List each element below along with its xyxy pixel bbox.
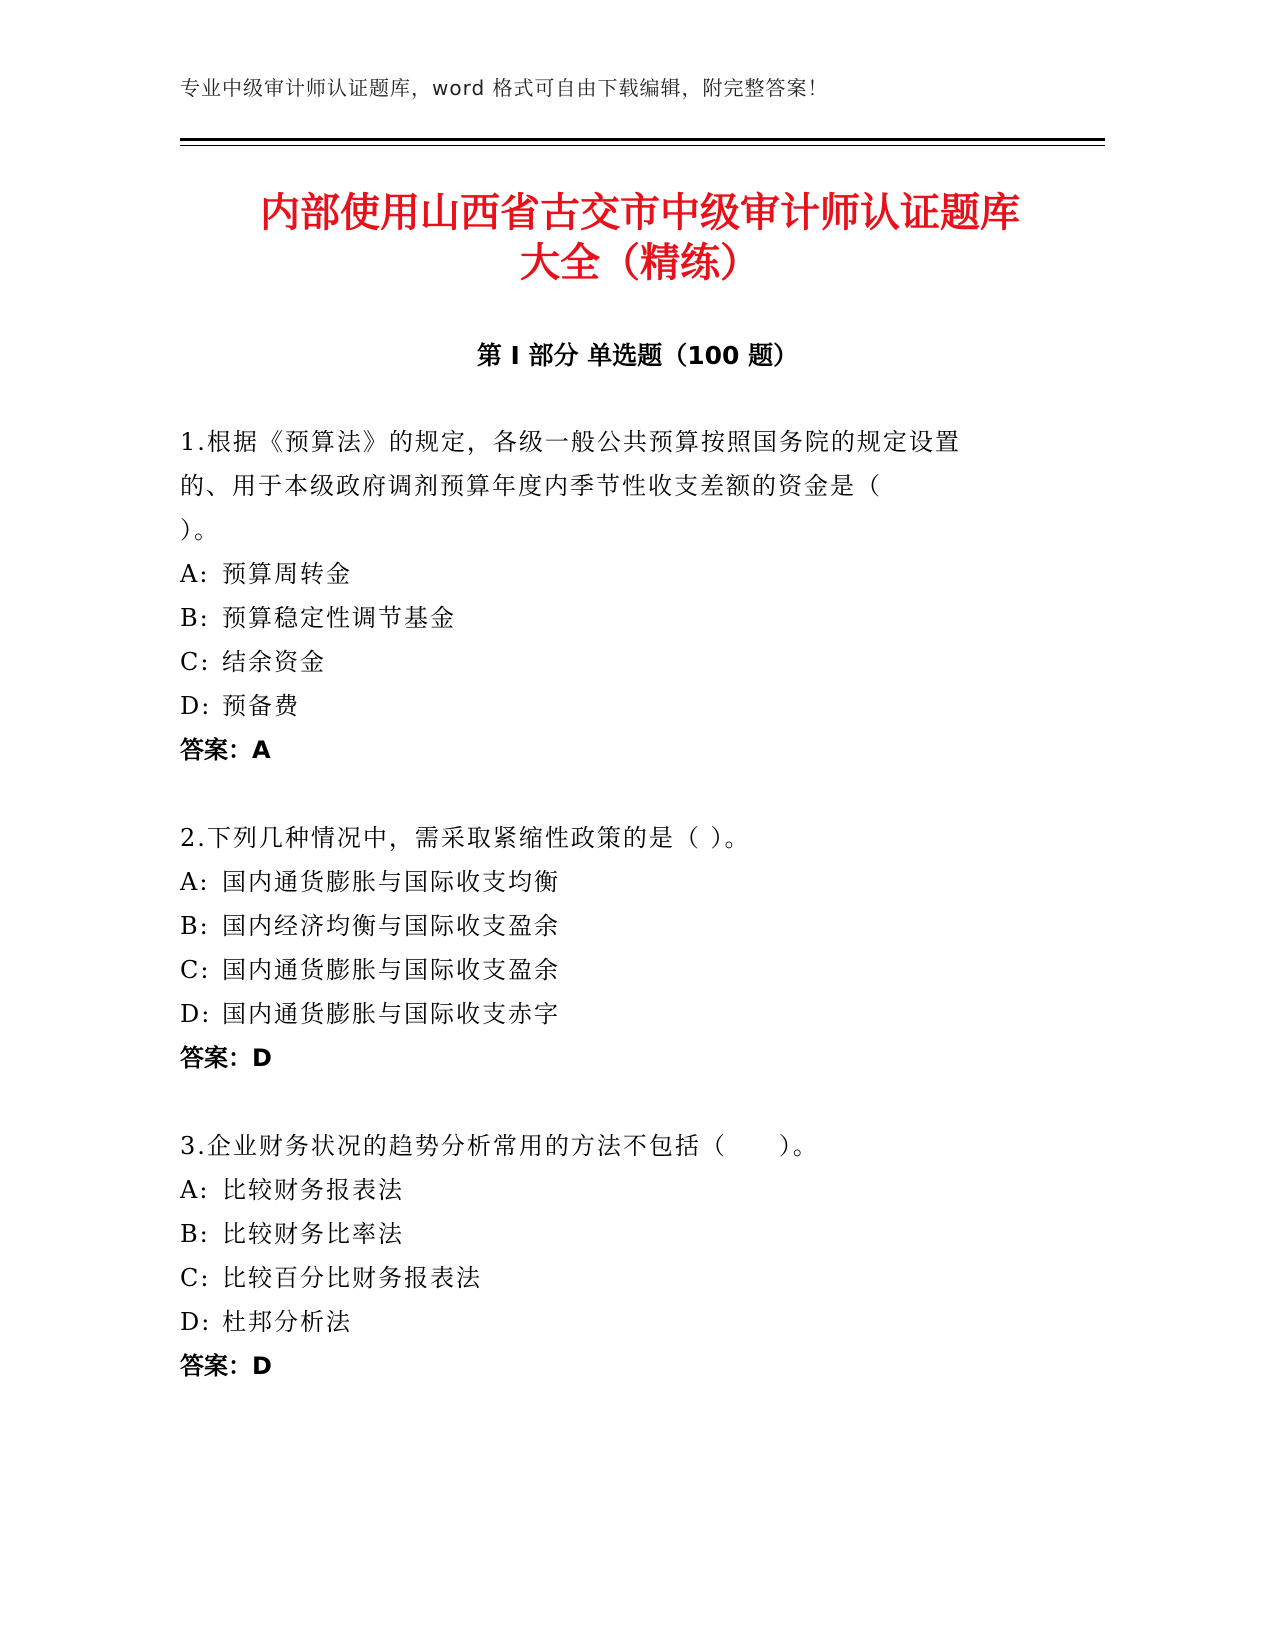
option-text: 预算周转金 [222, 560, 352, 588]
option-d [180, 684, 1100, 728]
option-text: 比较财务比率法 [222, 1220, 404, 1248]
option-letter: B: [180, 912, 210, 940]
option-text: 杜邦分析法 [222, 1308, 352, 1336]
option-letter: B: [180, 1220, 210, 1248]
option-letter: D: [180, 1000, 212, 1028]
option-a [180, 1168, 1100, 1212]
answer-line: 答案：D [180, 1352, 272, 1380]
option-text: 国内经济均衡与国际收支盈余 [222, 912, 560, 940]
option-letter: A: [180, 868, 210, 896]
answer-line: 答案：A [180, 736, 271, 764]
option-b [180, 904, 1100, 948]
question-3 [180, 1124, 1100, 1388]
option-text: 国内通货膨胀与国际收支赤字 [222, 1000, 560, 1028]
header-rule-thin [180, 145, 1105, 146]
document-title-line-2: 大全（精练） [520, 240, 760, 286]
option-d [180, 992, 1100, 1036]
option-c [180, 948, 1100, 992]
option-a [180, 552, 1100, 596]
option-letter: B: [180, 604, 210, 632]
option-letter: D: [180, 1308, 212, 1336]
option-letter: A: [180, 560, 210, 588]
question-list [180, 420, 1100, 1432]
option-text: 预算稳定性调节基金 [222, 604, 456, 632]
option-letter: C: [180, 956, 211, 984]
option-b [180, 596, 1100, 640]
page-header: 专业中级审计师认证题库，word 格式可自由下载编辑，附完整答案！ [180, 76, 829, 100]
question-2 [180, 816, 1100, 1080]
question-stem: 1.根据《预算法》的规定，各级一般公共预算按照国务院的规定设置 的、用于本级政府调剂预算年度内季节性收支差额的资金是（ ）。 [180, 428, 961, 544]
option-a [180, 860, 1100, 904]
option-text: 比较百分比财务报表法 [222, 1264, 482, 1292]
option-letter: D: [180, 692, 212, 720]
section-title: 第 I 部分 单选题（100 题） [476, 341, 799, 370]
option-letter: C: [180, 1264, 211, 1292]
option-text: 国内通货膨胀与国际收支均衡 [222, 868, 560, 896]
option-text: 结余资金 [222, 648, 326, 676]
option-letter: C: [180, 648, 211, 676]
option-text: 国内通货膨胀与国际收支盈余 [222, 956, 560, 984]
document-title-line-1: 内部使用山西省古交市中级审计师认证题库 [260, 190, 1020, 236]
option-c [180, 1256, 1100, 1300]
option-letter: A: [180, 1176, 210, 1204]
question-stem: 3.企业财务状况的趋势分析常用的方法不包括（ ）。 [180, 1132, 819, 1160]
document-title [120, 188, 1160, 288]
option-text: 预备费 [222, 692, 300, 720]
option-text: 比较财务报表法 [222, 1176, 404, 1204]
option-d [180, 1300, 1100, 1344]
question-stem: 2.下列几种情况中，需采取紧缩性政策的是（ ）。 [180, 824, 751, 852]
header-rule-thick [180, 138, 1105, 141]
question-1 [180, 420, 1100, 772]
option-c [180, 640, 1100, 684]
option-b [180, 1212, 1100, 1256]
answer-line: 答案：D [180, 1044, 272, 1072]
